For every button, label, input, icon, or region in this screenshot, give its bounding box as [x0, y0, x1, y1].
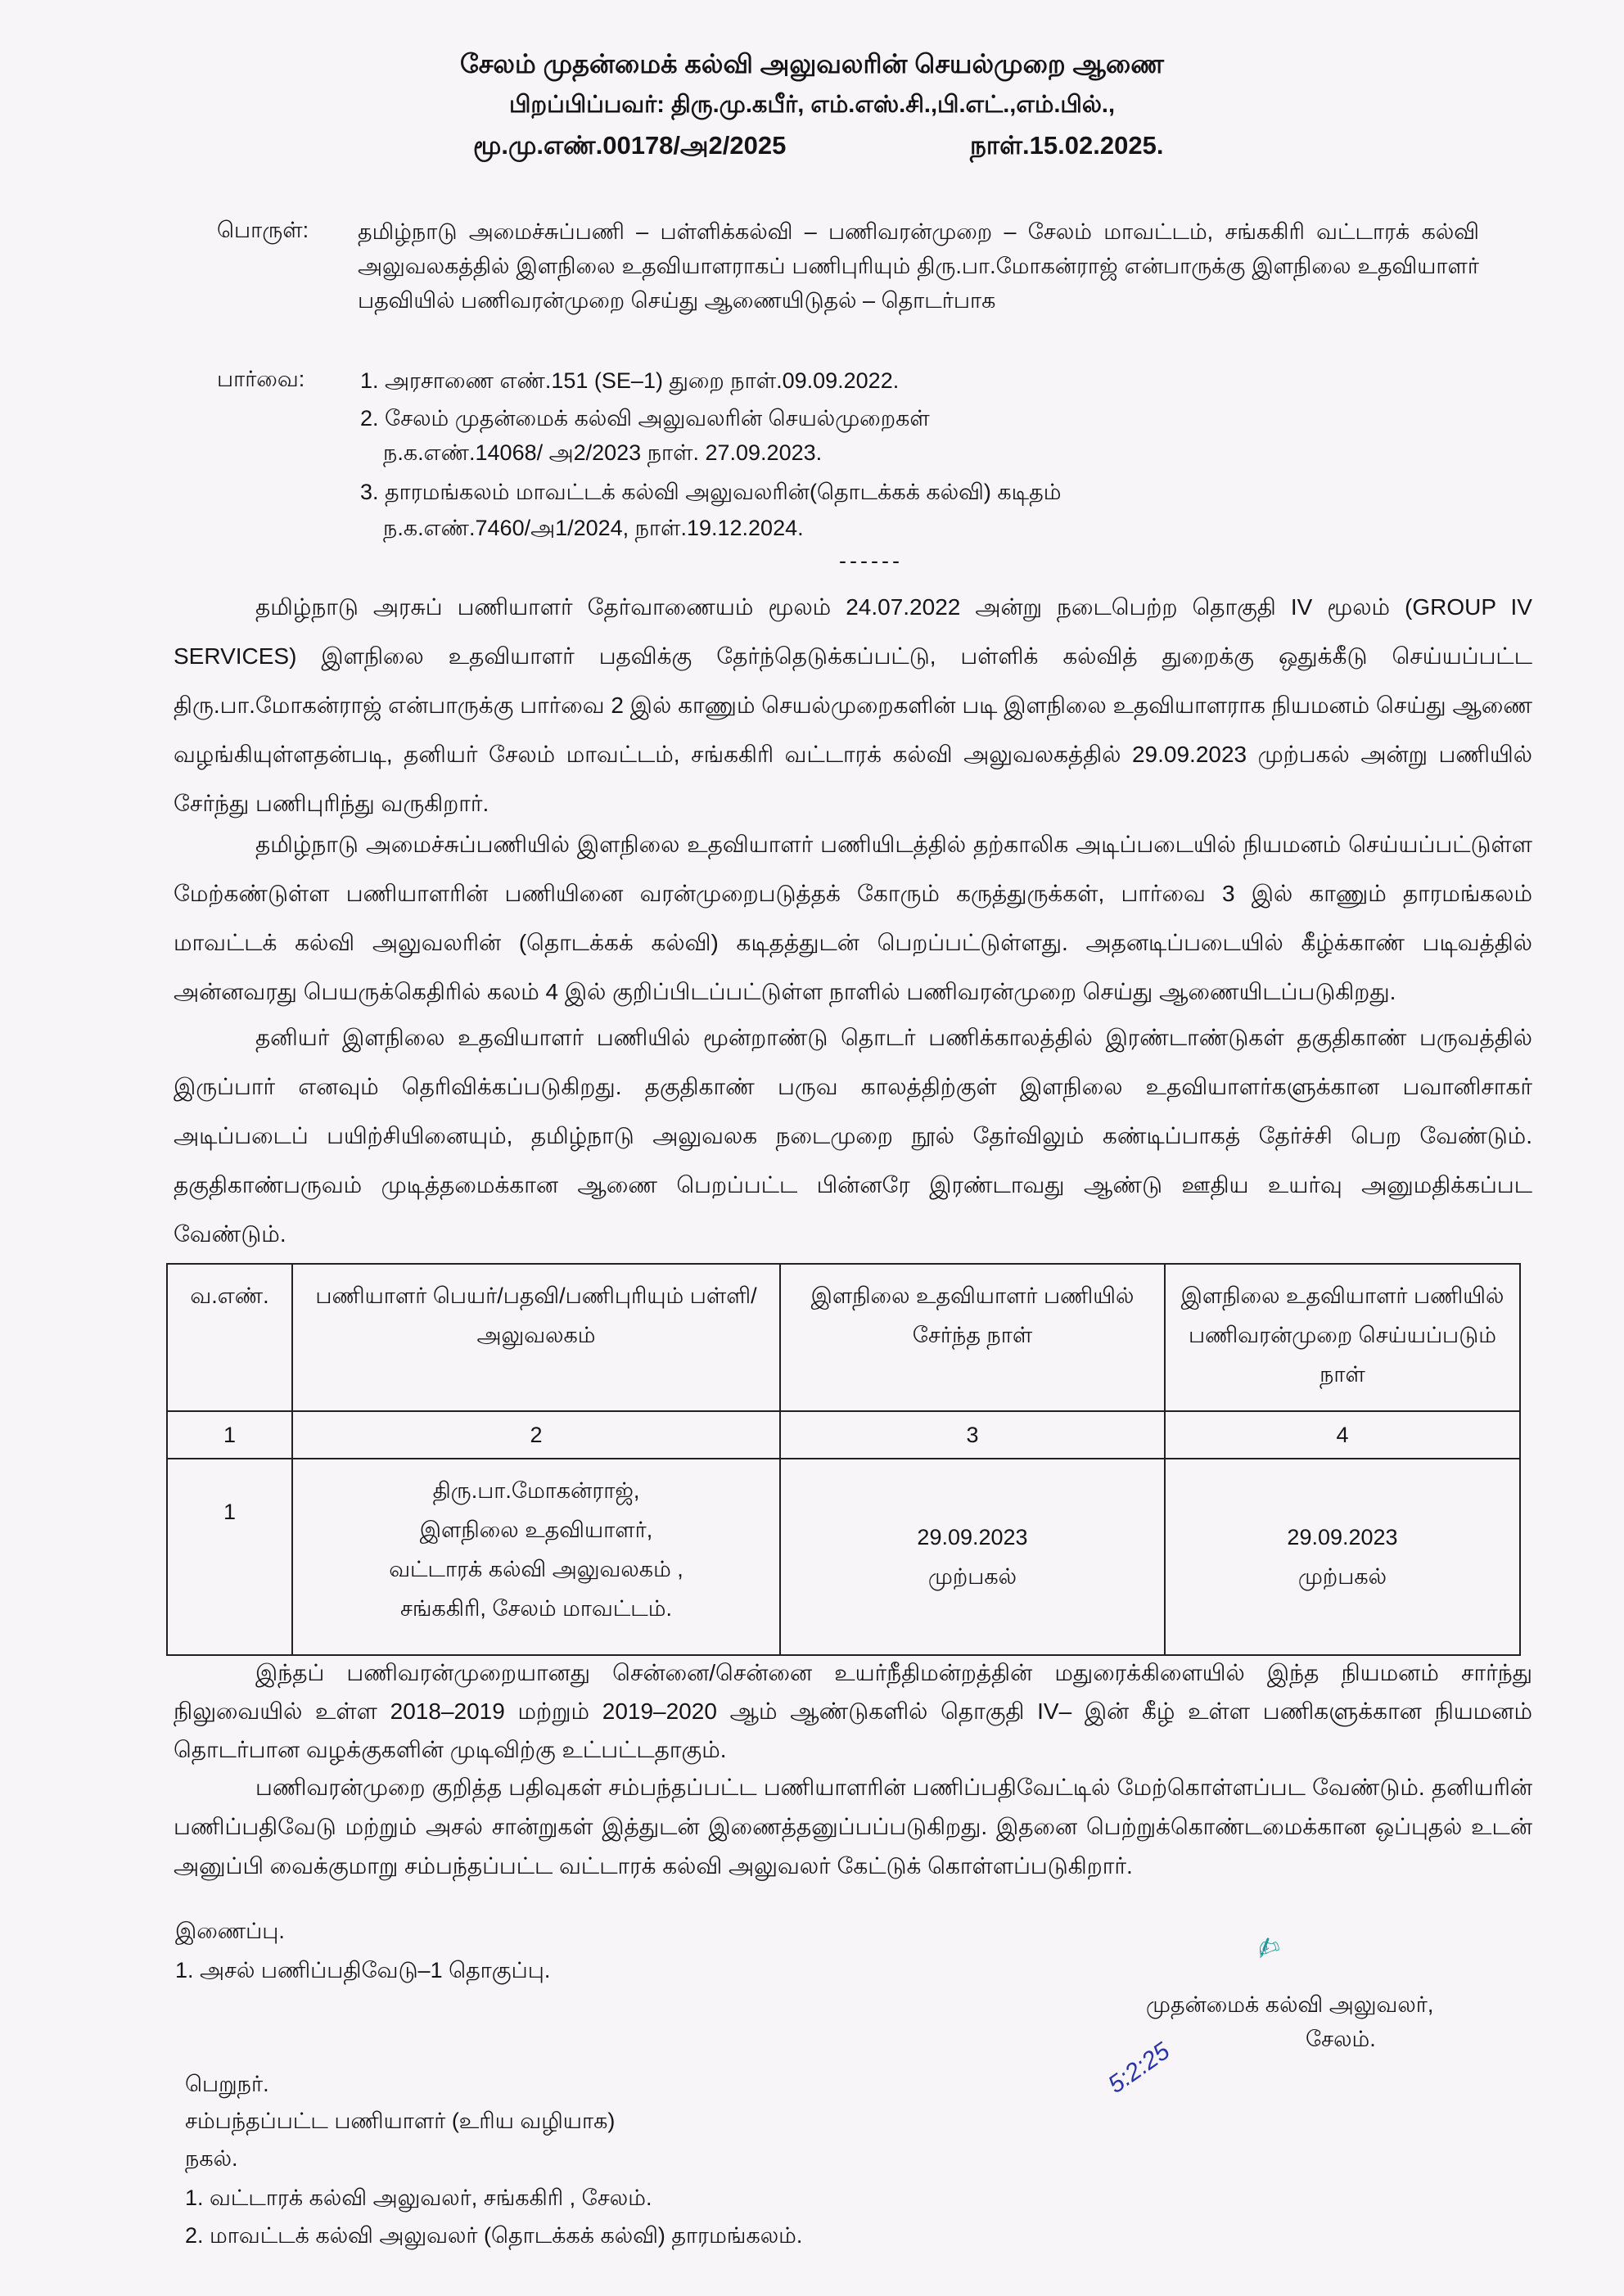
- reference-1: 1. அரசாணை எண்.151 (SE–1) துறை நாள்.09.09.2022.: [360, 368, 900, 393]
- order-title: சேலம் முதன்மைக் கல்வி அலுவலரின் செயல்முறை ஆணை: [459, 49, 1164, 79]
- col-number: 1: [167, 1411, 292, 1459]
- employee-name: திரு.பா.மோகன்ராஜ்,: [432, 1478, 640, 1503]
- header-joined-date: இளநிலை உதவியாளர் பணியில் சேர்ந்த நாள்: [780, 1264, 1165, 1411]
- col-number: 2: [292, 1411, 780, 1459]
- paragraph-4: இந்தப் பணிவரன்முறையானது சென்னை/சென்னை உயர்நீதிமன்றத்தின் மதுரைக்கிளையில் இந்த நியமனம் சார்ந்து நிலுவையில் உள்ள 2018–2019 மற்றும் 2019–2020 ஆம் ஆண்டுகளில் தொகுதி IV– இன் கீழ் உள்ள பணிகளுக்கான நியமனம் தொடர்பான வழக்குகளின் முடிவிற்கு உட்பட்டதாகும்.: [174, 1660, 1532, 1762]
- copy-item-1: 1. வட்டாரக் கல்வி அலுவலர், சங்ககிரி , சேலம்.: [185, 2185, 652, 2210]
- reference-3: 3. தாரமங்கலம் மாவட்டக் கல்வி அலுவலரின்(தொடக்கக் கல்வி) கடிதம்: [360, 480, 1062, 504]
- joined-date: 29.09.2023: [917, 1525, 1028, 1549]
- employee-post: இளநிலை உதவியாளர்,: [419, 1518, 653, 1542]
- regularised-session: முற்பகல்: [1297, 1564, 1387, 1589]
- table-header-row: [167, 1264, 1520, 1411]
- copy-item-2: 2. மாவட்டக் கல்வி அலுவலர் (தொடக்கக் கல்வி) தாரமங்கலம்.: [185, 2223, 803, 2248]
- reference-number: மூ.மு.எண்.00178/அ2/2025: [473, 131, 787, 160]
- subject-label: பொருள்:: [217, 218, 309, 242]
- subject-text: தமிழ்நாடு அமைச்சுப்பணி – பள்ளிக்கல்வி – பணிவரன்முறை – சேலம் மாவட்டம், சங்ககிரி வட்டாரக் கல்வி அலுவலகத்தில் இளநிலை உதவியாளராகப் பணிபுரியும் திரு.பா.மோகன்ராஜ் என்பாருக்கு இளநிலை உதவியாளர் பதவியில் பணிவரன்முறை செய்து ஆணையிடுதல் – தொடர்பாக: [358, 219, 1479, 313]
- row-sno: 1: [167, 1459, 292, 1655]
- enclosure-item: 1. அசல் பணிப்பதிவேடு–1 தொகுப்பு.: [175, 1958, 551, 1982]
- column-number-row: [167, 1411, 1520, 1459]
- reference-2-number: ந.க.எண்.14068/ அ2/2023 நாள். 27.09.2023.: [383, 440, 823, 465]
- separator: ------: [839, 548, 903, 573]
- header-name: பணியாளர் பெயர்/பதவி/பணிபுரியும் பள்ளி/அலுவலகம்: [292, 1264, 780, 1411]
- employee-place: சங்ககிரி, சேலம் மாவட்டம்.: [399, 1596, 673, 1621]
- issuer-line: பிறப்பிப்பவர்: திரு.மு.கபீர், எம்.எஸ்.சி.,பி.எட்.,எம்.பில்.,: [508, 92, 1116, 118]
- recipient-label: பெறுநர்.: [185, 2072, 269, 2096]
- paragraph-1: தமிழ்நாடு அரசுப் பணியாளர் தேர்வாணையம் மூலம் 24.07.2022 அன்று நடைபெற்ற தொகுதி IV மூலம் (GROUP IV SERVICES) இளநிலை உதவியாளர் பதவிக்கு தேர்ந்தெடுக்கப்பட்டு, பள்ளிக் கல்வித் துறைக்கு ஒதுக்கீடு செய்யப்பட்ட திரு.பா.மோகன்ராஜ் என்பாருக்கு பார்வை 2 இல் காணும் செயல்முறைகளின் படி இளநிலை உதவியாளராக நியமனம் செய்து ஆணை வழங்கியுள்ளதன்படி, தனியர் சேலம் மாவட்டம், சங்ககிரி வட்டாரக் கல்வி அலுவலகத்தில் 29.09.2023 முற்பகல் அன்று பணியில் சேர்ந்து பணிபுரிந்து வருகிறார்.: [174, 594, 1532, 816]
- signature: ✍︎: [1252, 1929, 1285, 1967]
- paragraph-2: தமிழ்நாடு அமைச்சுப்பணியில் இளநிலை உதவியாளர் பணியிடத்தில் தற்காலிக அடிப்படையில் நியமனம் செய்யப்பட்டுள்ள மேற்கண்டுள்ள பணியாளரின் பணியினை வரன்முறைபடுத்தக் கோரும் கருத்துருக்கள், பார்வை 3 இல் காணும் தாரமங்கலம் மாவட்டக் கல்வி அலுவலரின் (தொடக்கக் கல்வி) கடிதத்துடன் பெறப்பட்டுள்ளது. அதனடிப்படையில் கீழ்க்காண் படிவத்தில் அன்னவரது பெயருக்கெதிரில் கலம் 4 இல் குறிப்பிடப்பட்டுள்ள நாளில் பணிவரன்முறை செய்து ஆணையிடப்படுகிறது.: [174, 832, 1532, 1004]
- table-row: [167, 1459, 1520, 1655]
- signatory-designation: முதன்மைக் கல்வி அலுவலர்,: [1146, 1992, 1434, 2017]
- regularisation-table: [166, 1263, 1521, 1656]
- reference-3-number: ந.க.எண்.7460/அ1/2024, நாள்.19.12.2024.: [383, 516, 804, 540]
- recipient-text: சம்பந்தப்பட்ட பணியாளர் (உரிய வழியாக): [185, 2109, 616, 2133]
- enclosure-label: இணைப்பு.: [175, 1919, 285, 1943]
- paragraph-5: பணிவரன்முறை குறித்த பதிவுகள் சம்பந்தப்பட்ட பணியாளரின் பணிப்பதிவேட்டில் மேற்கொள்ளப்பட வேண்டும். தனியரின் பணிப்பதிவேடு மற்றும் அசல் சான்றுகள் இத்துடன் இணைத்தனுப்பப்படுகிறது. இதனை பெற்றுக்கொண்டமைக்கான ஒப்புதல் உடன் அனுப்பி வைக்குமாறு சம்பந்தப்பட்ட வட்டாரக் கல்வி அலுவலர் கேட்டுக் கொள்ளப்படுகிறார்.: [174, 1775, 1532, 1879]
- header-sno: வ.எண்.: [167, 1264, 292, 1411]
- employee-office: வட்டாரக் கல்வி அலுவலகம் ,: [389, 1557, 683, 1581]
- signatory-place: சேலம்.: [1306, 2027, 1376, 2051]
- joined-session: முற்பகல்: [927, 1564, 1017, 1589]
- header-regularised-date: இளநிலை உதவியாளர் பணியில் பணிவரன்முறை செய்யப்படும் நாள்: [1165, 1264, 1520, 1411]
- paragraph-3: தனியர் இளநிலை உதவியாளர் பணியில் மூன்றாண்டு தொடர் பணிக்காலத்தில் இரண்டாண்டுகள் தகுதிகாண் பருவத்தில் இருப்பார் எனவும் தெரிவிக்கப்படுகிறது. தகுதிகாண் பருவ காலத்திற்குள் இளநிலை உதவியாளர்களுக்கான பவானிசாகர் அடிப்படைப் பயிற்சியினையும், தமிழ்நாடு அலுவலக நடைமுறை நூல் தேர்விலும் கண்டிப்பாகத் தேர்ச்சி பெற வேண்டும். தகுதிகாண்பருவம் முடித்தமைக்கான ஆணை பெறப்பட்ட பின்னரே இரண்டாவது ஆண்டு ஊதிய உயர்வு அனுமதிக்கப்பட வேண்டும்.: [174, 1025, 1532, 1247]
- regularised-date: 29.09.2023: [1287, 1525, 1398, 1549]
- handwritten-initial-date: 5:2:25: [1103, 2037, 1175, 2100]
- order-date: நாள்.15.02.2025.: [970, 131, 1164, 160]
- col-number: 4: [1165, 1411, 1520, 1459]
- col-number: 3: [780, 1411, 1165, 1459]
- reference-2: 2. சேலம் முதன்மைக் கல்வி அலுவலரின் செயல்முறைகள்: [360, 406, 930, 431]
- copy-label: நகல்.: [185, 2146, 238, 2171]
- references-label: பார்வை:: [217, 367, 305, 391]
